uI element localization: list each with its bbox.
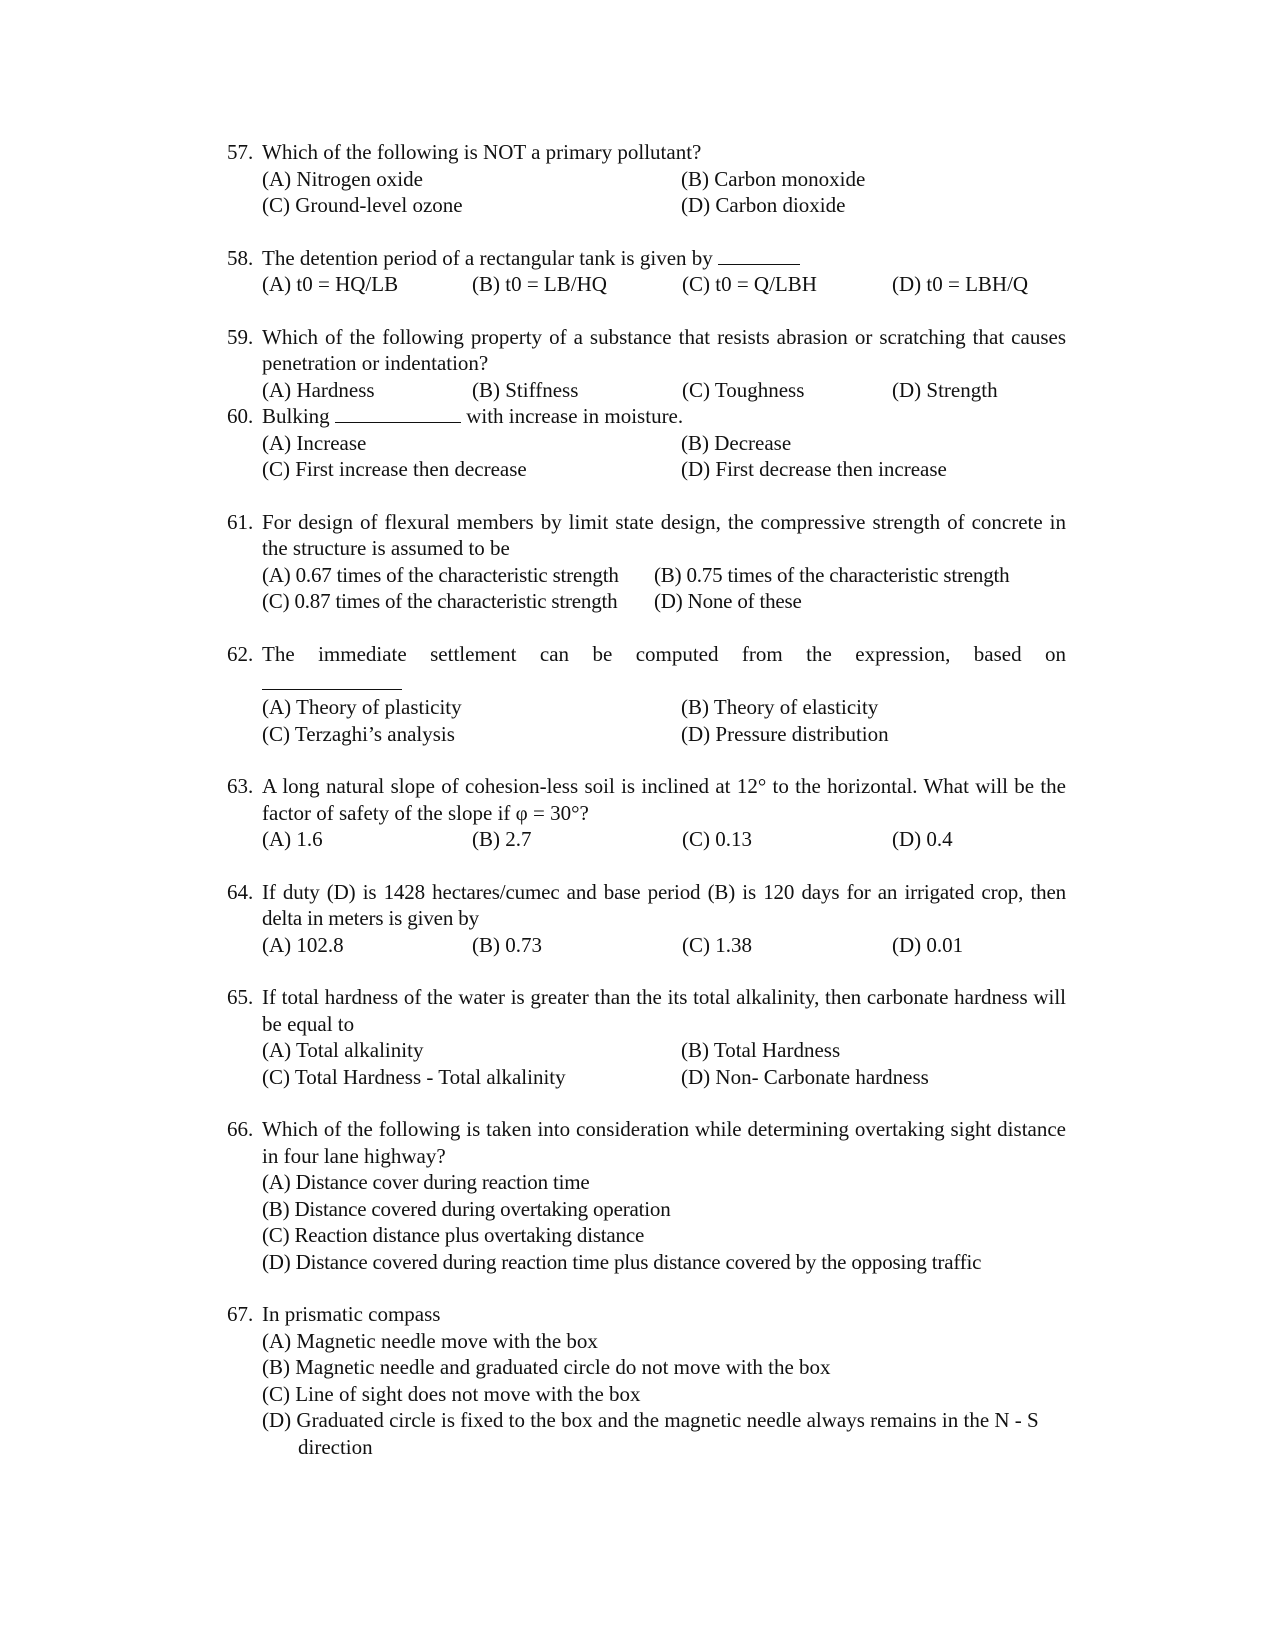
option-d: (D) First decrease then increase [681, 457, 947, 481]
option-a: (A) Increase [262, 430, 367, 455]
answer-blank [718, 246, 800, 265]
option-a: (A) Nitrogen oxide [262, 166, 423, 191]
option-c: (C) First increase then decrease [262, 457, 527, 481]
option-c: (C) 0.87 times of the characteristic strength [262, 589, 618, 613]
question-number: 58. [227, 245, 254, 270]
options [262, 1037, 1066, 1090]
option-b: (B) Total Hardness [681, 1038, 841, 1062]
question-57 [227, 139, 1066, 219]
options [262, 377, 1066, 404]
question-stem: Which of the following property of a substance that resists abrasion or scratching that causes penetration or indentation? [262, 324, 1066, 375]
options [262, 932, 1066, 959]
question-stem: A long natural slope of cohesion-less soil is inclined at 12° to the horizontal. What will be the factor of safety of the slope if φ = 30°? [262, 774, 1066, 825]
option-b: (B) Theory of elasticity [681, 695, 879, 719]
question-number: 62. [227, 641, 254, 666]
option-b: (B) Distance covered during overtaking operation [262, 1196, 671, 1221]
option-c: (C) Line of sight does not move with the box [262, 1381, 641, 1406]
question-67 [227, 1301, 1066, 1460]
answer-blank [335, 404, 461, 423]
question-list [227, 139, 1066, 1460]
option-d: (D) 0.4 [892, 827, 953, 851]
question-number: 65. [227, 985, 254, 1009]
option-c: (C) 1.38 [682, 932, 752, 957]
question-stem: If total hardness of the water is greater than the its total alkalinity, then carbonate hardness will be equal to [262, 985, 1066, 1036]
question-number: 63. [227, 774, 254, 798]
options [262, 1169, 1066, 1275]
question-stem-line [262, 403, 1066, 430]
option-a: (A) 1.6 [262, 827, 323, 851]
option-d: (D) Strength [892, 377, 998, 402]
question-stem: Which of the following is taken into consideration while determining overtaking sight distance in four lane highway? [262, 1117, 1066, 1168]
option-c: (C) 0.13 [682, 827, 752, 851]
option-d: (D) Non- Carbonate hardness [681, 1064, 929, 1089]
question-stem: Which of the following is NOT a primary pollutant? [262, 140, 702, 164]
question-61 [227, 509, 1066, 615]
option-b: (B) 2.7 [472, 827, 532, 851]
question-number: 66. [227, 1117, 254, 1141]
question-stem-line [262, 245, 1066, 272]
option-b: (B) Stiffness [472, 377, 579, 402]
question-stem: The detention period of a rectangular tank is given by [262, 245, 713, 270]
question-number: 64. [227, 879, 254, 904]
question-63 [227, 773, 1066, 853]
question-60 [227, 403, 1066, 483]
option-d: (D) None of these [654, 589, 802, 613]
question-number: 57. [227, 140, 254, 164]
option-b: (B) Carbon monoxide [681, 166, 866, 191]
option-a: (A) Distance cover during reaction time [262, 1170, 590, 1194]
question-stem-end: with increase in moisture. [466, 404, 684, 428]
option-c: (C) Terzaghi’s analysis [262, 721, 455, 746]
options [262, 271, 1066, 298]
question-number: 67. [227, 1302, 254, 1326]
question-62 [227, 641, 1066, 748]
option-a: (A) Theory of plasticity [262, 695, 462, 719]
option-b: (B) Decrease [681, 430, 792, 455]
option-b: (B) 0.73 [472, 932, 542, 957]
question-number: 61. [227, 509, 254, 534]
question-stem: In prismatic compass [262, 1302, 441, 1326]
option-d: (D) Distance covered during reaction time plus distance covered by the opposing traffic [262, 1249, 982, 1274]
option-a: (A) 0.67 times of the characteristic strength [262, 562, 619, 587]
option-c: (C) Reaction distance plus overtaking distance [262, 1223, 645, 1247]
option-c: (C) Toughness [682, 377, 805, 402]
option-a: (A) 102.8 [262, 932, 344, 957]
answer-blank [262, 667, 402, 690]
options [262, 430, 1066, 483]
question-58 [227, 245, 1066, 298]
option-c: (C) t0 = Q/LBH [682, 272, 817, 296]
option-d: (D) Graduated circle is fixed to the box and the magnetic needle always remains in the N - S direction [262, 1408, 1039, 1459]
option-c: (C) Total Hardness - Total alkalinity [262, 1064, 566, 1089]
option-d: (D) t0 = LBH/Q [892, 272, 1029, 296]
question-stem: For design of flexural members by limit state design, the compressive strength of concrete in the structure is assumed to be [262, 509, 1066, 560]
question-stem: If duty (D) is 1428 hectares/cumec and base period (B) is 120 days for an irrigated crop, then delta in meters is given by [262, 879, 1066, 930]
question-stem: The immediate settlement can be computed from the expression, based on [262, 641, 1066, 666]
question-66 [227, 1116, 1066, 1275]
options [262, 166, 1066, 219]
options [262, 1328, 1066, 1461]
option-a: (A) Magnetic needle move with the box [262, 1328, 598, 1353]
option-b: (B) Magnetic needle and graduated circle do not move with the box [262, 1355, 831, 1379]
option-a: (A) Hardness [262, 377, 375, 402]
option-c: (C) Ground-level ozone [262, 193, 463, 217]
question-number: 60. [227, 404, 254, 428]
option-d: (D) Carbon dioxide [681, 193, 846, 217]
question-number: 59. [227, 324, 254, 349]
option-b: (B) t0 = LB/HQ [472, 272, 607, 296]
question-59 [227, 324, 1066, 404]
options [262, 826, 1066, 853]
options [262, 562, 1066, 615]
option-b: (B) 0.75 times of the characteristic strength [654, 562, 1010, 587]
options [262, 694, 1066, 747]
option-d: (D) 0.01 [892, 932, 964, 957]
question-65 [227, 984, 1066, 1090]
option-a: (A) Total alkalinity [262, 1038, 424, 1062]
option-a: (A) t0 = HQ/LB [262, 272, 399, 296]
question-64 [227, 879, 1066, 959]
option-d: (D) Pressure distribution [681, 721, 889, 746]
question-stem-start: Bulking [262, 404, 330, 428]
